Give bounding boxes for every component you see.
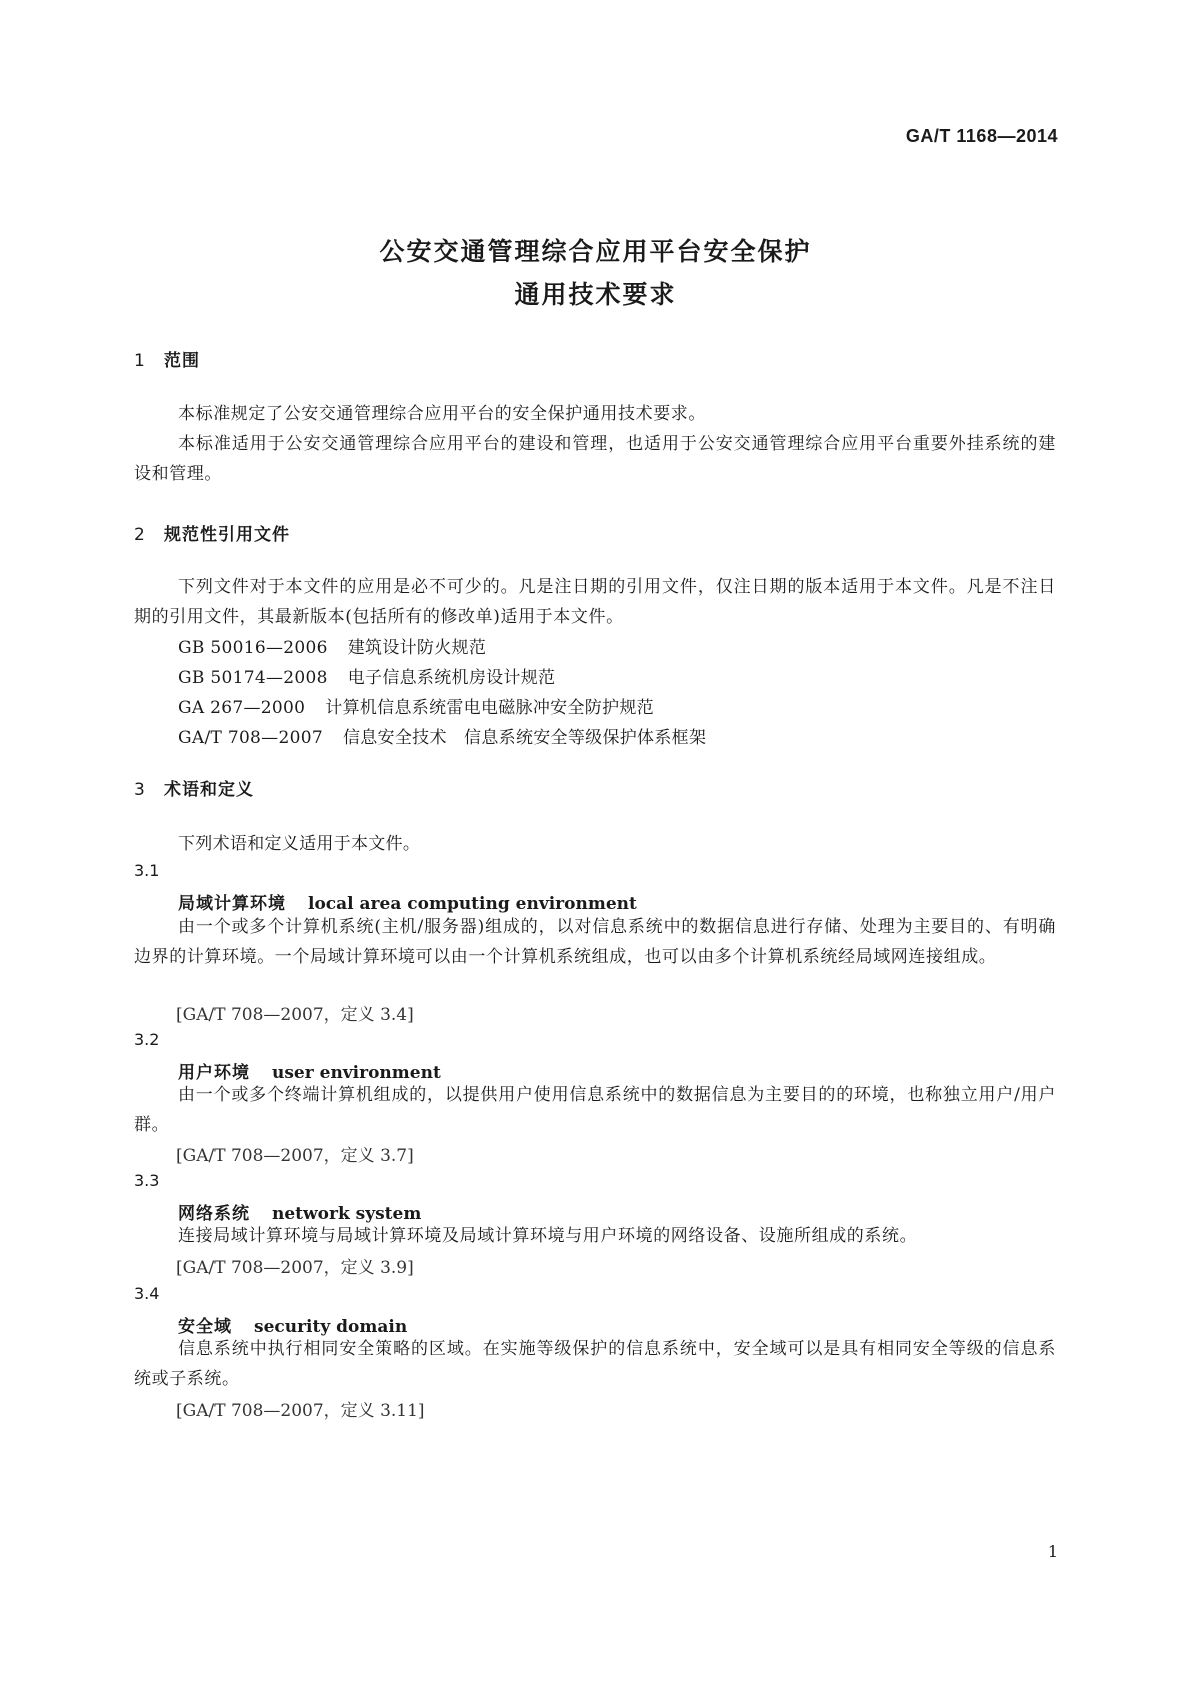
term-source: [GA/T 708—2007，定义 3.9] xyxy=(176,1258,414,1278)
normative-reference-3 xyxy=(178,693,654,718)
section-number: 3 xyxy=(134,780,146,800)
section-title: 规范性引用文件 xyxy=(164,525,290,545)
document-title-line1: 公安交通管理综合应用平台安全保护 xyxy=(379,237,812,266)
reference-code: GA 267—2000 xyxy=(178,698,306,718)
term-number: 3.2 xyxy=(134,1030,160,1049)
section-number: 1 xyxy=(134,351,146,371)
section-number: 2 xyxy=(134,525,146,545)
term-english: user environment xyxy=(272,1063,441,1083)
section-2-paragraph-1: 下列文件对于本文件的应用是必不可少的。凡是注日期的引用文件，仅注日期的版本适用于本文件。凡是不注日期的引用文件，其最新版本(包括所有的修改单)适用于本文件。 xyxy=(134,577,1056,627)
term-chinese: 网络系统 xyxy=(178,1204,250,1224)
term-title xyxy=(178,889,637,914)
normative-reference-1 xyxy=(178,633,486,658)
term-number: 3.1 xyxy=(134,861,160,880)
page-number: 1 xyxy=(1047,1542,1058,1561)
section-title: 范围 xyxy=(164,351,200,371)
document-title-line2: 通用技术要求 xyxy=(514,280,677,309)
reference-name: 建筑设计防火规范 xyxy=(347,638,487,658)
section-1-paragraph-1: 本标准规定了公安交通管理综合应用平台的安全保护通用技术要求。 xyxy=(178,404,706,424)
term-chinese: 局域计算环境 xyxy=(178,894,286,914)
section-3-intro: 下列术语和定义适用于本文件。 xyxy=(178,834,421,854)
reference-name: 信息安全技术 信息系统安全等级保护体系框架 xyxy=(342,728,707,748)
section-2-heading xyxy=(134,520,290,545)
section-3-heading xyxy=(134,775,254,800)
term-definition: 连接局域计算环境与局域计算环境及局域计算环境与用户环境的网络设备、设施所组成的系统。 xyxy=(178,1226,918,1246)
term-source: [GA/T 708—2007，定义 3.4] xyxy=(176,1005,414,1025)
standard-number: GA/T 1168—2014 xyxy=(905,126,1058,146)
term-number: 3.3 xyxy=(134,1171,160,1190)
term-chinese: 用户环境 xyxy=(178,1063,250,1083)
section-title: 术语和定义 xyxy=(164,780,254,800)
term-number: 3.4 xyxy=(134,1284,160,1303)
reference-name: 计算机信息系统雷电电磁脉冲安全防护规范 xyxy=(325,698,654,718)
normative-reference-4 xyxy=(178,723,706,748)
normative-reference-2 xyxy=(178,663,555,688)
reference-name: 电子信息系统机房设计规范 xyxy=(347,668,556,688)
term-english: security domain xyxy=(254,1317,408,1337)
reference-code: GA/T 708—2007 xyxy=(178,728,323,748)
reference-code: GB 50174—2008 xyxy=(178,668,328,688)
section-1-paragraph-2: 本标准适用于公安交通管理综合应用平台的建设和管理，也适用于公安交通管理综合应用平台重要外挂系统的建设和管理。 xyxy=(134,434,1056,484)
term-english: local area computing environment xyxy=(308,894,637,914)
term-source: [GA/T 708—2007，定义 3.11] xyxy=(176,1401,425,1421)
term-definition: 信息系统中执行相同安全策略的区域。在实施等级保护的信息系统中，安全域可以是具有相同安全等级的信息系统或子系统。 xyxy=(134,1339,1056,1389)
term-english: network system xyxy=(272,1204,422,1224)
section-1-heading xyxy=(134,346,200,371)
term-chinese: 安全域 xyxy=(178,1317,232,1337)
term-definition: 由一个或多个计算机系统(主机/服务器)组成的，以对信息系统中的数据信息进行存储、处理为主要目的、有明确边界的计算环境。一个局域计算环境可以由一个计算机系统组成，也可以由多个计算机系统经局域网连接组成。 xyxy=(134,917,1056,967)
reference-code: GB 50016—2006 xyxy=(178,638,328,658)
term-definition: 由一个或多个终端计算机组成的，以提供用户使用信息系统中的数据信息为主要目的的环境，也称独立用户/用户群。 xyxy=(134,1085,1056,1135)
term-source: [GA/T 708—2007，定义 3.7] xyxy=(176,1146,414,1166)
